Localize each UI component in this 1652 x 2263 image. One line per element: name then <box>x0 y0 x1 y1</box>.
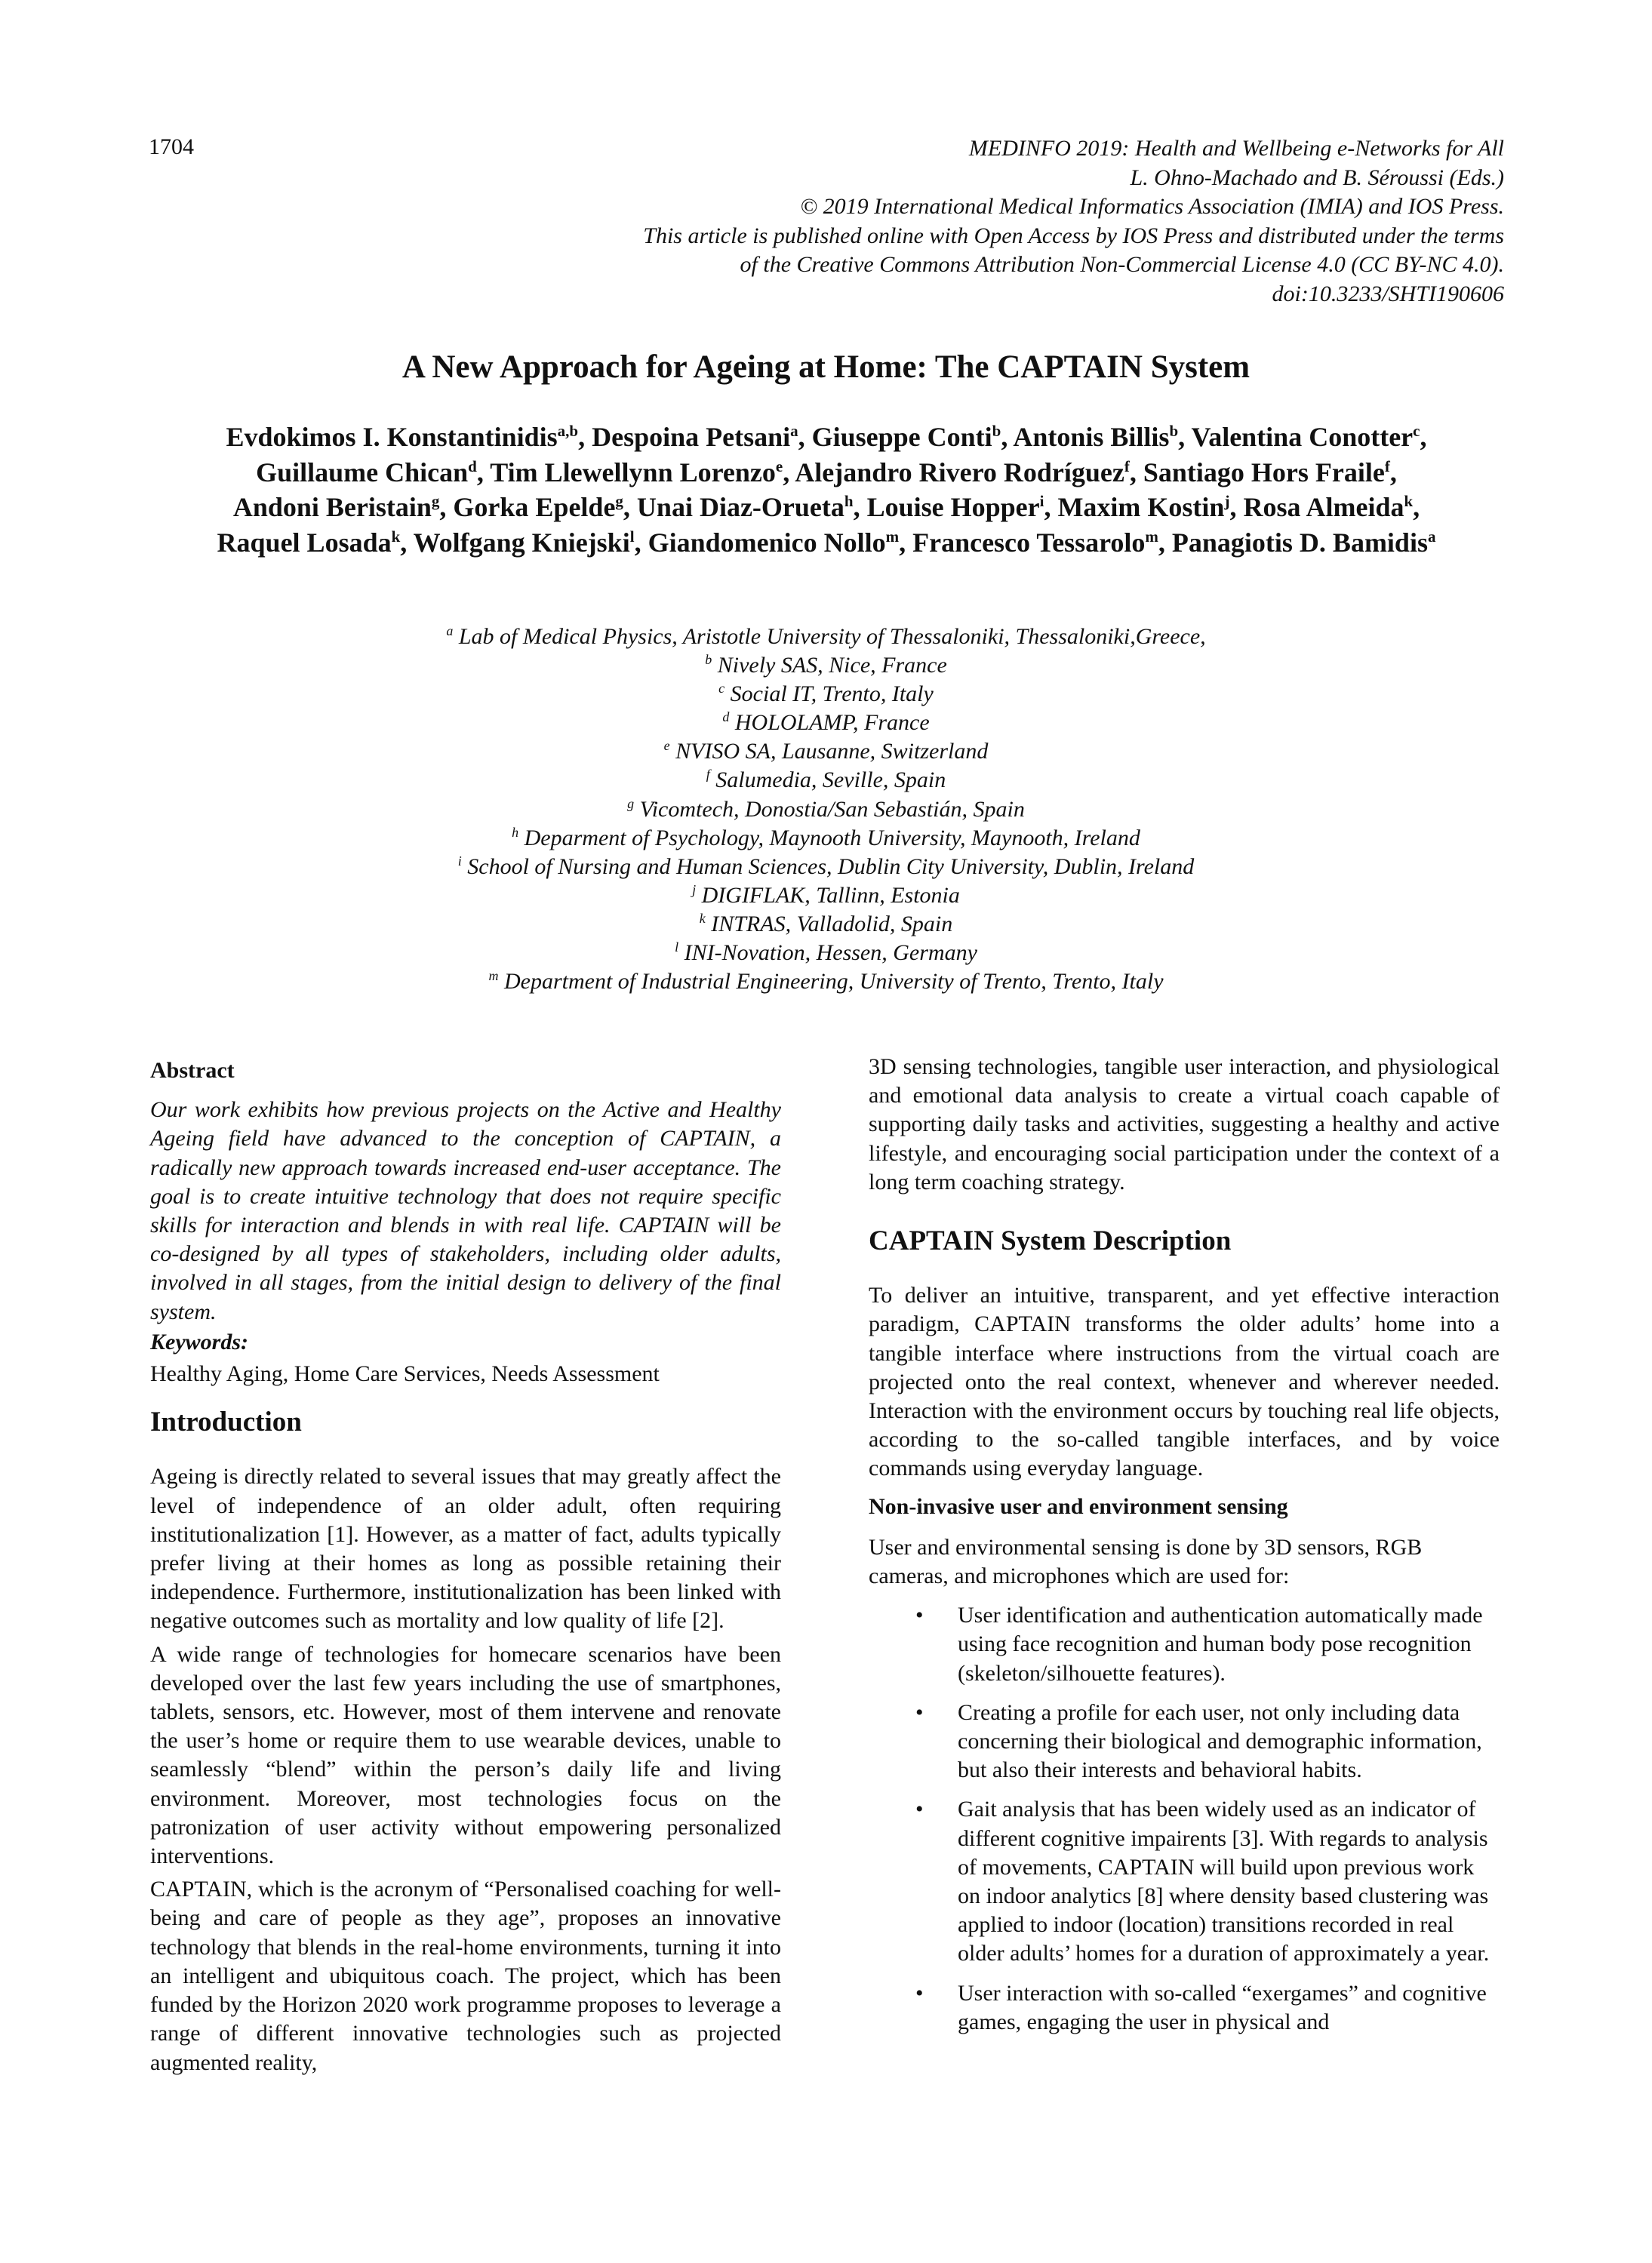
keywords-label: Keywords: <box>150 1329 248 1354</box>
author-name: Louise Hopper <box>866 492 1040 522</box>
author-affiliation-mark: j <box>1224 492 1230 510</box>
author-name: Giuseppe Conti <box>811 422 992 452</box>
author-affiliation-mark: g <box>615 492 623 510</box>
author-affiliation-mark: d <box>468 457 477 475</box>
sensing-intro: User and environmental sensing is done by 3D sensors, RGB cameras, and microphones which are used for: <box>869 1534 1423 1589</box>
author-name: Maxim Kostin <box>1057 492 1225 522</box>
right-column <box>869 1053 1500 2047</box>
sensing-bullet-list <box>869 1601 1500 2037</box>
author-name: Raquel Losada <box>217 527 392 558</box>
author-affiliation-mark: m <box>885 527 900 546</box>
author-affiliation-mark: a <box>790 422 798 440</box>
affiliation: $^g$ Vicomtech, Donostia/San Sebastián, Spain <box>627 795 1025 822</box>
affiliation: $^k$ INTRAS, Valladolid, Spain <box>699 910 953 936</box>
intro-paragraph: Ageing is directly related to several issues that may greatly affect the level of independence of an older adult, often requiring institutionalization [1]. However, as a matter of fact, adults typically prefer living at their homes as long as possible retaining their independence. Furthermore, institutionalization has been linked with negative outcomes such as mortality and low quality of life [2]. <box>150 1464 781 1634</box>
author-affiliation-mark: h <box>844 492 854 510</box>
doi-link[interactable]: doi:10.3233/SHTI190606 <box>1272 281 1504 306</box>
affiliation: $^e$ NVISO SA, Lausanne, Switzerland <box>663 738 989 764</box>
header-line: This article is published online with Open Access by IOS Press and distributed under the terms <box>643 223 1504 248</box>
author-name: Wolfgang Kniejski <box>413 527 630 558</box>
author-name: Andoni Beristain <box>232 492 432 522</box>
affiliation: $^l$ INI-Novation, Hessen, Germany <box>675 939 977 966</box>
author-affiliation-mark: b <box>1169 422 1179 440</box>
affiliation: $^m$ Department of Industrial Engineering, University of Trento, Trento, Italy <box>488 968 1164 995</box>
author-name: Tim Llewellynn Lorenzo <box>490 457 776 487</box>
author-name: Santiago Hors Fraile <box>1143 457 1385 487</box>
affiliation: $^f$ Salumedia, Seville, Spain <box>706 767 946 793</box>
author-name: Panagiotis D. Bamidis <box>1171 527 1428 558</box>
author-affiliation-mark: k <box>391 527 401 546</box>
left-column <box>150 1056 781 2082</box>
bullet-icon: • <box>915 1603 924 1628</box>
author-name: Rosa Almeida <box>1243 492 1404 522</box>
affiliation: $^d$ HOLOLAMP, France <box>722 709 930 736</box>
abstract-text: Our work exhibits how previous projects on the Active and Healthy Ageing field have advanced to the conception of CAPTAIN, a radically new approach towards increased end-user acceptance. The goal is to create intuitive technology that does not require specific skills for interaction and blends in with real life. CAPTAIN will be co-designed by all types of stakeholders, including older adults, involved in all stages, from the initial design to delivery of the final system. <box>150 1097 781 1324</box>
author-name: Despoina Petsani <box>592 422 791 452</box>
page-number: 1704 <box>149 134 194 159</box>
affiliation: $^b$ Nively SAS, Nice, France <box>705 652 947 678</box>
system-description-paragraph: To deliver an intuitive, transparent, and yet effective interaction paradigm, CAPTAIN transforms the older adults’ home into a tangible interface where instructions from the virtual coach are projected onto the real context, whenever and wherever needed. Interaction with the environment occurs by touching real life objects, according to the so-called tangible interfaces, and by voice commands using everyday language. <box>869 1283 1500 1481</box>
header-line: L. Ohno-Machado and B. Séroussi (Eds.) <box>1130 164 1504 190</box>
bullet-item: • Gait analysis that has been widely used as an indicator of different cognitive impairents [3]. With regards to analysis of movements, CAPTAIN will build upon previous work on indoor analytics [8] where density based clustering was applied to indoor (location) transitions recorded in real older adults’ homes for a duration of approximately a year. <box>915 1797 1490 1966</box>
bullet-item: • User identification and authentication automatically made using face recognition and human body pose recognition (skeleton/silhouette features). <box>915 1603 1483 1686</box>
introduction-heading: Introduction <box>150 1407 302 1438</box>
author-affiliation-mark: a <box>1427 527 1436 546</box>
author-affiliation-mark: a,b <box>557 422 579 440</box>
affiliation: $^i$ School of Nursing and Human Sciences, Dublin City University, Dublin, Ireland <box>457 853 1195 879</box>
journal-header <box>448 134 1504 309</box>
author-name: Alejandro Rivero Rodríguez <box>795 457 1124 487</box>
author-name: Francesco Tessarolo <box>912 527 1146 558</box>
header-line: © 2019 International Medical Informatics Association (IMIA) and IOS Press. <box>800 194 1504 219</box>
author-affiliation-mark: i <box>1039 492 1044 510</box>
author-affiliation-mark: c <box>1413 422 1420 440</box>
bullet-icon: • <box>915 1699 924 1725</box>
author-affiliation-mark: l <box>629 527 635 546</box>
paper-title: A New Approach for Ageing at Home: The CAPTAIN System <box>401 349 1251 385</box>
author-name: Guillaume Chican <box>256 457 469 487</box>
author-name: Evdokimos I. Konstantinidis <box>226 422 558 452</box>
affiliation-list <box>0 623 1652 996</box>
author-name: Valentina Conotter <box>1191 422 1414 452</box>
bullet-item: • User interaction with so-called “exergames” and cognitive games, engaging the user in physical and <box>915 1980 1487 2034</box>
author-name: Gorka Epelde <box>453 492 616 522</box>
intro-paragraph: CAPTAIN, which is the acronym of “Personalised coaching for well-being and care of people as they age”, proposes an innovative technology that blends in the real-home environments, turning it into an intelligent and ubiquitous coach. The project, which has been funded by the Horizon 2020 work programme proposes to leverage a range of different innovative technologies such as projected augmented reality, <box>150 1877 781 2075</box>
author-affiliation-mark: b <box>992 422 1001 440</box>
affiliation: $^j$ DIGIFLAK, Tallinn, Estonia <box>692 881 960 908</box>
affiliation: $^a$ Lab of Medical Physics, Aristotle University of Thessaloniki, Thessaloniki,Greece, <box>446 623 1206 649</box>
author-affiliation-mark: f <box>1124 457 1130 475</box>
author-name: Giandomenico Nollo <box>648 527 886 558</box>
abstract-heading: Abstract <box>150 1058 235 1083</box>
header-line: MEDINFO 2019: Health and Wellbeing e-Networks for All <box>968 136 1504 161</box>
author-affiliation-mark: f <box>1384 457 1390 475</box>
bullet-icon: • <box>915 1797 924 1822</box>
author-name: Unai Diaz-Orueta <box>636 492 844 522</box>
keywords-text: Healthy Aging, Home Care Services, Needs Assessment <box>150 1361 660 1387</box>
system-description-heading: CAPTAIN System Description <box>869 1225 1232 1257</box>
author-affiliation-mark: m <box>1145 527 1158 546</box>
bullet-item: • Creating a profile for each user, not only including data concerning their biological and demographic information, but also their interests and behavioral habits. <box>915 1699 1482 1783</box>
sensing-subheading: Non-invasive user and environment sensing <box>869 1493 1288 1519</box>
bullet-icon: • <box>915 1980 924 2006</box>
author-affiliation-mark: e <box>775 457 783 475</box>
author-affiliation-mark: k <box>1404 492 1414 510</box>
intro-paragraph: A wide range of technologies for homecare scenarios have been developed over the last few years including the use of smartphones, tablets, sensors, etc. However, most of them intervene and renovate the user’s home or require them to use wearable devices, unable to seamlessly “blend” within the person’s daily life and living environment. Moreover, most technologies focus on the patronization of user activity without empowering personalized interventions. <box>150 1641 781 1869</box>
author-name: Antonis Billis <box>1013 422 1170 452</box>
header-line: of the Creative Commons Attribution Non-Commercial License 4.0 (CC BY-NC 4.0). <box>740 252 1504 277</box>
author-list: Evdokimos I. Konstantinidis$^{a,b}$, Despoina Petsani$^a$, Giuseppe Conti$^b$, Antonis Billis$^b$, Valentina Conotter$^c$, Guillaume Chican$^d$, Tim Llewellynn Lorenzo$^e$, Alejandro Rivero Rodríguez$^f$, Santiago Hors Fraile$^f$, Andoni Beristain$^g$, Gorka Epelde$^g$, Unai Diaz-Orueta$^h$, Louise Hopper$^i$, Maxim Kostin$^j$, Rosa Almeida$^k$, Raquel Losada$^k$, Wolfgang Kniejski$^l$, Giandomenico Nollo$^m$, Francesco Tessarolo$^m$, Panagiotis D. Bamidis$^a$ <box>217 422 1436 558</box>
affiliation: $^h$ Deparment of Psychology, Maynooth University, Maynooth, Ireland <box>512 824 1140 850</box>
author-affiliation-mark: g <box>431 492 440 510</box>
affiliation: $^c$ Social IT, Trento, Italy <box>718 681 934 707</box>
intro-continuation: 3D sensing technologies, tangible user interaction, and physiological and emotional data analysis to create a virtual coach capable of supporting daily tasks and activities, suggesting a healthy and active lifestyle, and encouraging social participation under the context of a long term coaching strategy. <box>869 1054 1500 1195</box>
